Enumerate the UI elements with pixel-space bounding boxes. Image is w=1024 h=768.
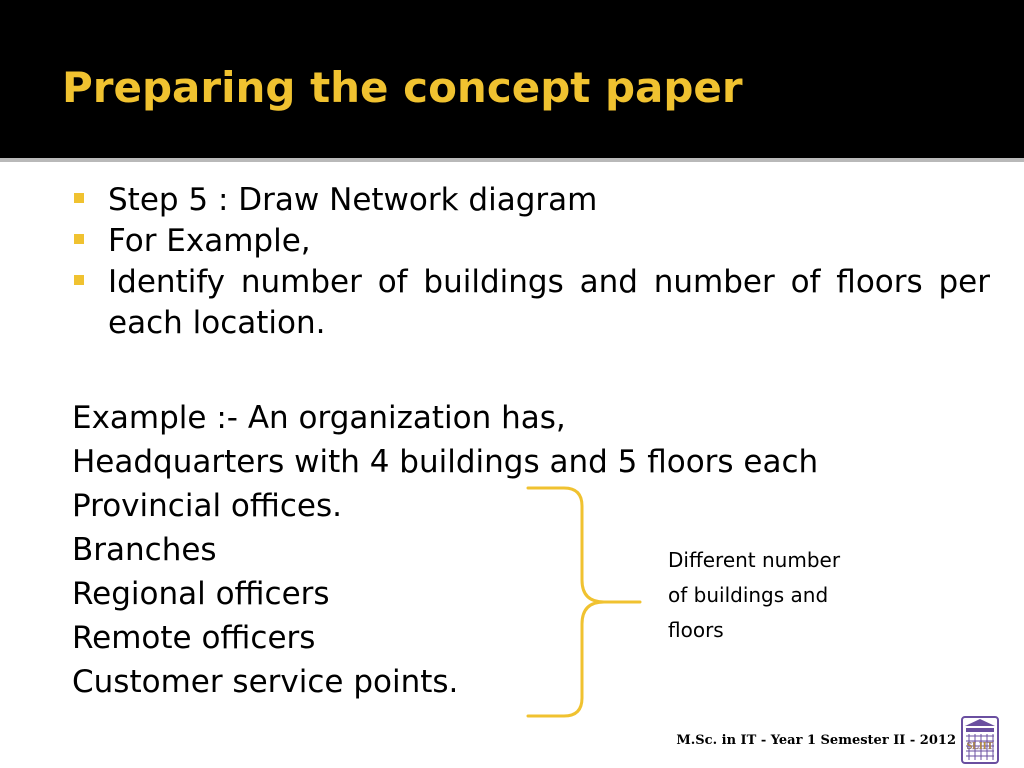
example-line-remote-officers: Remote officers [72, 620, 316, 656]
bullet-text: Identify number of buildings and number of floors per each location. [108, 264, 990, 341]
example-line-provincial-offices: Provincial offices. [72, 488, 342, 524]
example-line-regional-officers: Regional officers [72, 576, 330, 612]
example-heading: Example :- An organization has, [72, 400, 566, 436]
example-line-branches: Branches [72, 532, 217, 568]
bullet-list [74, 180, 990, 344]
square-bullet-icon [74, 234, 84, 244]
sliit-crest-logo [961, 716, 999, 764]
bullet-item [74, 221, 990, 262]
callout-line: Different number [668, 548, 841, 572]
right-curly-brace-icon [520, 484, 650, 720]
example-line-customer-service-points: Customer service points. [72, 664, 459, 700]
bullet-item [74, 180, 990, 221]
callout-line: of buildings and [668, 583, 829, 607]
square-bullet-icon [74, 193, 84, 203]
callout-line: floors [668, 618, 724, 642]
bullet-item [74, 262, 990, 344]
bullet-text: Step 5 : Draw Network diagram [108, 182, 598, 218]
footer-course-label: M.Sc. in IT - Year 1 Semester II - 2012 [676, 733, 956, 748]
bullet-text: For Example, [108, 223, 311, 259]
slide-title: Preparing the concept paper [62, 63, 743, 112]
title-bar [0, 0, 1024, 158]
square-bullet-icon [74, 275, 84, 285]
example-line-headquarters: Headquarters with 4 buildings and 5 floors each [72, 444, 819, 480]
title-divider [0, 158, 1024, 162]
svg-text:SLIIT: SLIIT [966, 741, 994, 752]
callout-note [668, 543, 898, 648]
